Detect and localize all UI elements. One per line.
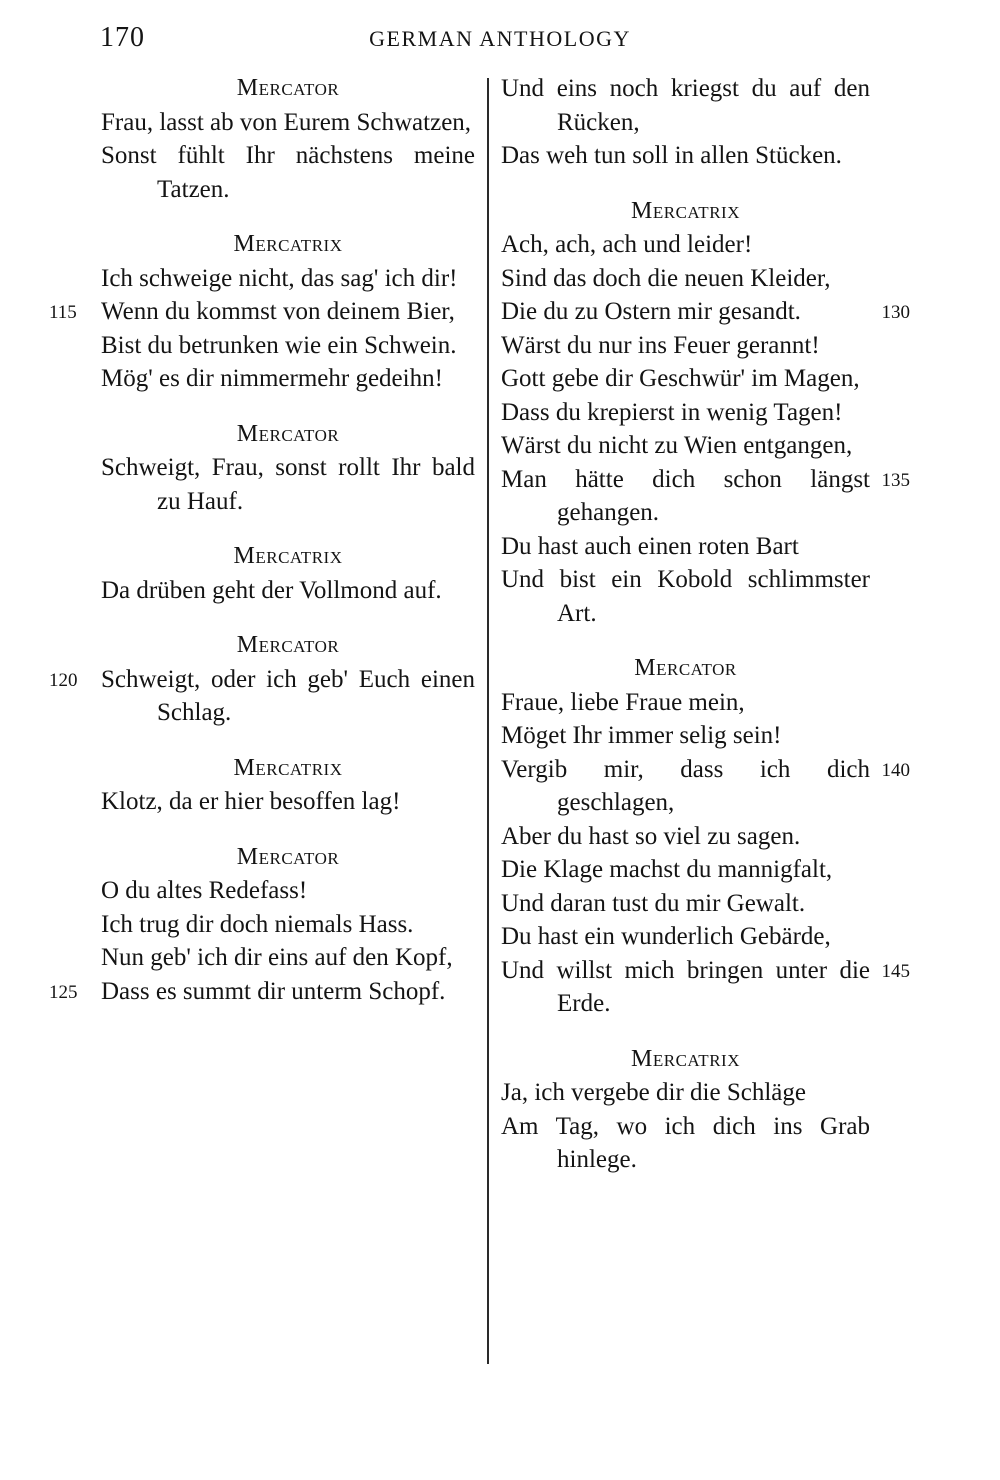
verse-line: Man hätte dich schon längst gehangen. 135 <box>501 465 910 526</box>
speaker-name: Mercatrix <box>631 1045 740 1072</box>
verse-line: Ich trug dir doch niemals Hass. <box>101 910 414 938</box>
verse-line: Dass es summt dir unterm Schopf. 125 <box>101 975 475 1009</box>
verse-line: Ach, ach, ach und leider! <box>501 231 753 258</box>
verse-line: Und bist ein Kobold schlimmster Art. <box>501 566 870 627</box>
verse-line: Sind das doch die neuen Kleider, <box>501 264 831 292</box>
verse-line: Die du zu Ostern mir gesandt. 130 <box>501 295 870 329</box>
verse-line: Am Tag, wo ich dich ins Grab hinlege. <box>501 1112 870 1173</box>
line-number: 145 <box>881 960 910 982</box>
stanza-gap <box>101 518 475 540</box>
verse-line: Frau, lasst ab von Eurem Schwatzen, <box>101 108 472 136</box>
verse-line: Nun geb' ich dir eins auf den Kopf, <box>101 944 453 971</box>
verse-line: Sonst fühlt Ihr nächstens meine Tatzen. <box>101 142 475 203</box>
verse-line: O du altes Redefass! <box>101 877 308 904</box>
verse-line: Gott gebe dir Geschwür' im Magen, <box>501 365 860 392</box>
line-number: 140 <box>881 759 910 781</box>
line-number: 115 <box>49 302 77 323</box>
verse-line: Wenn du kommst von deinem Bier, 115 <box>101 295 475 329</box>
verse-line: Mög' es dir nimmermehr gedeihn! <box>101 365 443 392</box>
verse-line: Ich schweige nicht, das sag' ich dir! <box>101 264 458 292</box>
verse-line: Aber du hast so viel zu sagen. <box>501 822 801 850</box>
stanza-gap <box>501 173 870 195</box>
speaker-name: Mercatrix <box>233 543 343 569</box>
page-number: 170 <box>100 22 145 53</box>
speaker-name: Mercator <box>634 655 737 681</box>
stanza-gap <box>101 607 475 629</box>
verse-line: Schweigt, oder ich geb' Euch einen Schlag. 120 <box>49 665 475 726</box>
verse-line: Klotz, da er hier besoffen lag! <box>101 788 401 815</box>
speaker-name: Mercator <box>236 632 340 658</box>
column-divider <box>487 78 489 1364</box>
stanza-gap <box>101 396 475 418</box>
speaker-name: Mercator <box>236 75 340 101</box>
verse-line: Vergib mir, dass ich dich geschlagen, 140 <box>501 755 910 816</box>
verse-line: Ja, ich vergebe dir die Schläge <box>501 1079 806 1106</box>
verse-line: Die Klage machst du mannigfalt, <box>501 856 833 883</box>
speaker-name: Mercatrix <box>631 197 740 224</box>
verse-line: Bist du betrunken wie ein Schwein. <box>101 331 457 359</box>
verse-line: Möget Ihr immer selig sein! <box>501 722 782 749</box>
verse-line: Da drüben geht der Vollmond auf. <box>101 576 442 604</box>
stanza-gap <box>101 730 475 752</box>
verse-line: Du hast auch einen roten Bart <box>501 532 799 560</box>
speaker-name: Mercatrix <box>233 231 343 257</box>
stanza-gap <box>501 1021 870 1043</box>
right-column <box>501 72 910 1177</box>
verse-line: Du hast ein wunderlich Gebärde, <box>501 923 831 950</box>
stanza-gap <box>101 819 475 841</box>
line-number: 125 <box>49 981 78 1003</box>
verse-line: Wärst du nur ins Feuer gerannt! <box>501 331 820 359</box>
stanza-gap <box>101 206 475 228</box>
verse-line: Fraue, liebe Fraue mein, <box>501 688 745 716</box>
verse-line: Dass du krepierst in wenig Tagen! <box>501 398 843 426</box>
verse-line: Und willst mich bringen unter die Erde. 145 <box>501 956 910 1017</box>
line-number: 120 <box>49 669 78 691</box>
speaker-name: Mercator <box>236 843 340 870</box>
left-column <box>49 72 475 1008</box>
verse-line: Wärst du nicht zu Wien entgangen, <box>501 432 853 459</box>
stanza-gap <box>501 630 870 652</box>
verse-line: Schweigt, Frau, sonst rollt Ihr bald zu Hauf. <box>101 454 475 515</box>
verse-line: Und daran tust du mir Gewalt. <box>501 889 806 917</box>
speaker-name: Mercator <box>236 420 340 447</box>
speaker-name: Mercatrix <box>233 754 343 781</box>
verse-line: Das weh tun soll in allen Stücken. <box>501 142 842 169</box>
line-number: 135 <box>881 469 910 491</box>
verse-line: Und eins noch kriegst du auf den Rücken, <box>501 75 870 136</box>
running-head: GERMAN ANTHOLOGY <box>369 26 631 51</box>
line-number: 130 <box>881 302 910 323</box>
